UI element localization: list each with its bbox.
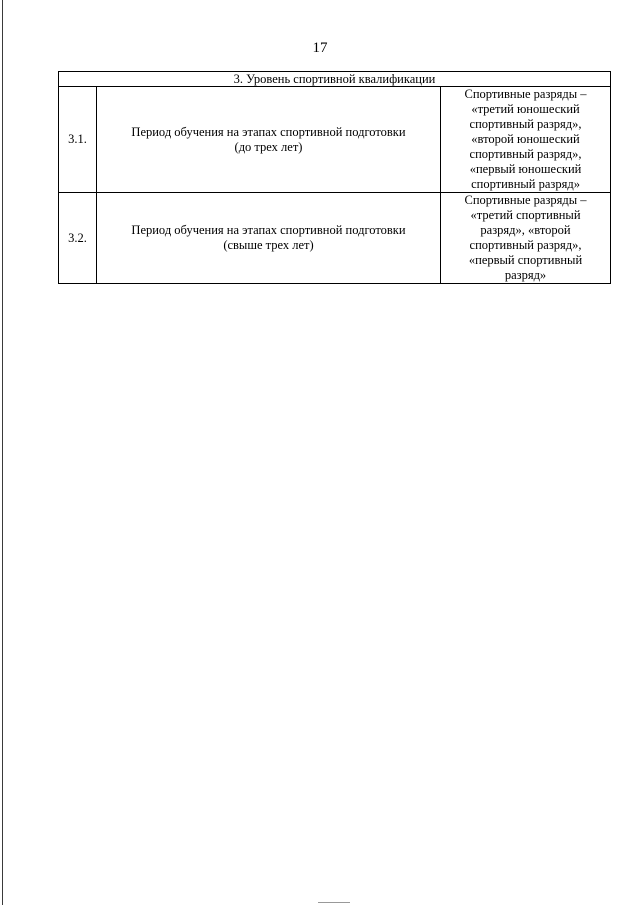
rank-line: разряд» <box>504 268 547 282</box>
rank-line: «третий юношеский <box>471 102 580 116</box>
rank-line: спортивный разряд» <box>471 177 580 191</box>
table-row <box>59 87 611 193</box>
rank-line: разряд», «второй <box>480 223 571 237</box>
description-line: Период обучения на этапах спортивной подготовки <box>131 124 406 139</box>
rank-line: спортивный разряд», <box>469 117 582 131</box>
rank-line: «второй юношеский <box>471 132 580 146</box>
rank-line: спортивный разряд», <box>469 238 582 252</box>
rank-line: Спортивные разряды – <box>464 87 587 101</box>
rank-line: «первый юношеский <box>469 162 582 176</box>
section-title: 3. Уровень спортивной квалификации <box>59 72 611 87</box>
row-number: 3.1. <box>59 87 97 193</box>
rank-line: спортивный разряд», <box>469 147 582 161</box>
page-number: 17 <box>312 40 328 56</box>
qualification-table <box>58 71 611 284</box>
rank-line: «третий спортивный <box>470 208 581 222</box>
section-header-row <box>59 72 611 87</box>
rank-line: Спортивные разряды – <box>464 193 587 207</box>
rank-line: «первый спортивный <box>468 253 583 267</box>
description-line: Период обучения на этапах спортивной подготовки <box>131 223 406 237</box>
row-description <box>97 193 441 284</box>
row-ranks <box>441 193 611 284</box>
row-number: 3.2. <box>59 193 97 284</box>
description-line: (свыше трех лет) <box>223 238 314 252</box>
table-row <box>59 193 611 284</box>
description-line: (до трех лет) <box>234 139 303 154</box>
row-ranks <box>441 87 611 193</box>
row-description <box>97 87 441 193</box>
scan-mark <box>318 902 350 903</box>
scan-left-edge <box>2 0 3 905</box>
